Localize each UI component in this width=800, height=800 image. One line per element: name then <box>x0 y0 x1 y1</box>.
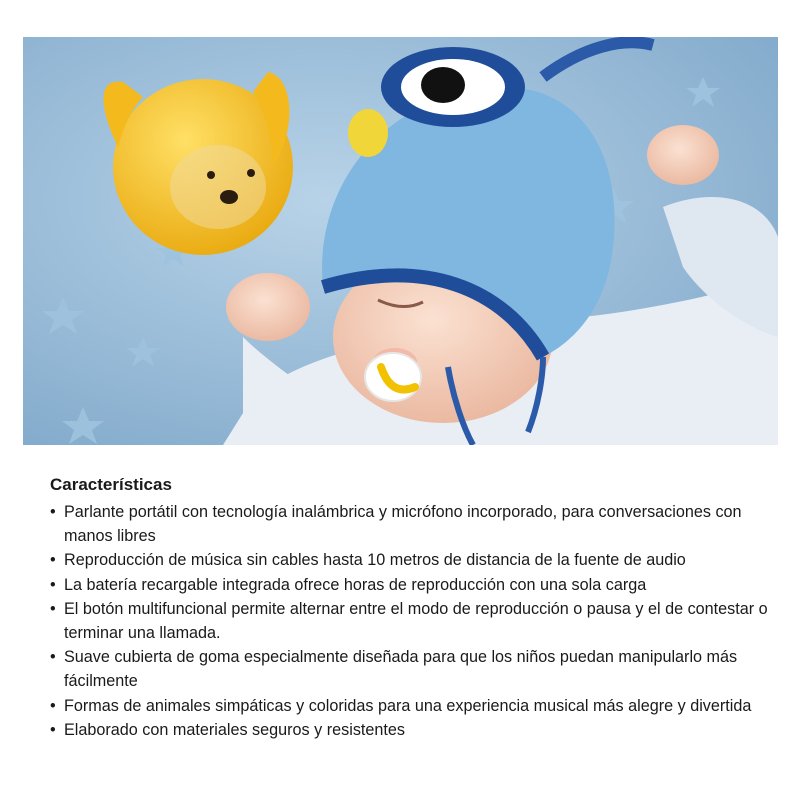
owl-beak <box>348 109 388 157</box>
feature-item: • La batería recargable integrada ofrece horas de reproducción con una sola carga <box>50 573 780 597</box>
feature-item: • Parlante portátil con tecnología inalámbrica y micrófono incorporado, para conversaciones con manos libres <box>50 500 780 548</box>
feature-item: • Suave cubierta de goma especialmente diseñada para que los niños puedan manipularlo más fácilmente <box>50 645 780 693</box>
features-title: Características <box>50 475 172 494</box>
feature-item: • Elaborado con materiales seguros y resistentes <box>50 718 780 742</box>
feature-item: • Reproducción de música sin cables hasta 10 metros de distancia de la fuente de audio <box>50 548 780 572</box>
baby-left-fist <box>226 273 310 341</box>
features-list <box>50 500 780 742</box>
features-section <box>50 474 780 742</box>
feature-item: • El botón multifuncional permite alternar entre el modo de reproducción o pausa y el de contestar o terminar una llamada. <box>50 597 780 645</box>
product-photo <box>23 37 778 445</box>
sleeping-baby-illustration <box>23 37 778 445</box>
baby-right-hand <box>647 125 719 185</box>
pacifier <box>365 353 421 401</box>
feature-item: • Formas de animales simpáticas y coloridas para una experiencia musical más alegre y divertida <box>50 694 780 718</box>
